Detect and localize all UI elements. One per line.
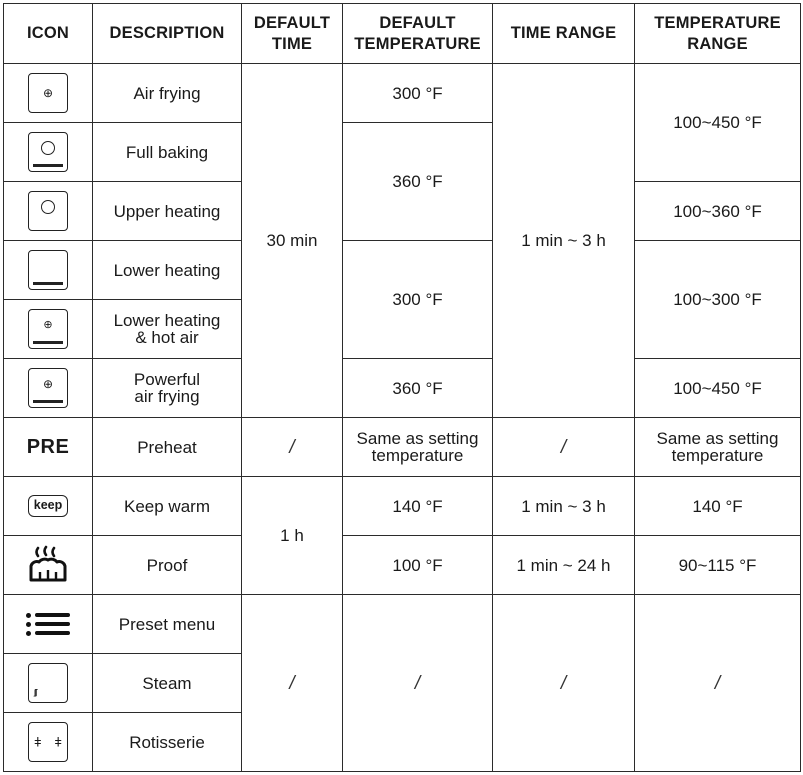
- temperature-range: 140 °F: [635, 477, 801, 536]
- mode-description: Keep warm: [93, 477, 242, 536]
- preheat-icon: PRE: [26, 435, 70, 458]
- upper-heating-icon: [28, 191, 68, 231]
- time-range: 1 min ~ 3 h: [493, 64, 635, 418]
- mode-description: Upper heating: [93, 182, 242, 241]
- header-icon: ICON: [4, 4, 93, 64]
- rotisserie-icon: ǂ ǂ: [28, 722, 68, 762]
- header-time-range: TIME RANGE: [493, 4, 635, 64]
- default-temperature: Same as setting temperature: [343, 418, 493, 477]
- mode-description: Lower heating: [93, 241, 242, 300]
- temperature-range: 100~300 °F: [635, 241, 801, 359]
- header-default-temperature: DEFAULT TEMPERATURE: [343, 4, 493, 64]
- default-time: /: [242, 595, 343, 772]
- powerful-air-frying-icon: ⊕: [28, 368, 68, 408]
- default-temperature: 100 °F: [343, 536, 493, 595]
- cooking-modes-table: [3, 3, 801, 772]
- header-temperature-range: TEMPERATURE RANGE: [635, 4, 801, 64]
- mode-description: Full baking: [93, 123, 242, 182]
- lower-heating-icon: [28, 250, 68, 290]
- default-temperature: 360 °F: [343, 359, 493, 418]
- menu-list-icon: [26, 609, 70, 640]
- default-temperature: 140 °F: [343, 477, 493, 536]
- time-range: 1 min ~ 3 h: [493, 477, 635, 536]
- default-time: 30 min: [242, 64, 343, 418]
- default-temperature: 300 °F: [343, 64, 493, 123]
- proof-icon: [26, 544, 70, 584]
- time-range: /: [493, 595, 635, 772]
- mode-description: Powerful air frying: [93, 359, 242, 418]
- keep-warm-icon: keep: [28, 495, 69, 517]
- temperature-range: 90~115 °F: [635, 536, 801, 595]
- temperature-range: /: [635, 595, 801, 772]
- mode-description: Preset menu: [93, 595, 242, 654]
- mode-description: Air frying: [93, 64, 242, 123]
- default-temperature: /: [343, 595, 493, 772]
- full-baking-icon: [28, 132, 68, 172]
- header-default-time: DEFAULT TIME: [242, 4, 343, 64]
- mode-description: Proof: [93, 536, 242, 595]
- default-temperature: 360 °F: [343, 123, 493, 241]
- mode-description: Rotisserie: [93, 713, 242, 772]
- steam-icon: ʃʃʃ: [28, 663, 68, 703]
- table-row: [4, 477, 801, 536]
- mode-description: Lower heating & hot air: [93, 300, 242, 359]
- table-row: [4, 64, 801, 123]
- table-row: [4, 595, 801, 654]
- lower-heating-hot-air-icon: ⊕: [28, 309, 68, 349]
- default-time: /: [242, 418, 343, 477]
- temperature-range: 100~450 °F: [635, 359, 801, 418]
- header-row: [4, 4, 801, 64]
- header-description: DESCRIPTION: [93, 4, 242, 64]
- table-row: [4, 241, 801, 300]
- table-row: [4, 418, 801, 477]
- default-time: 1 h: [242, 477, 343, 595]
- mode-description: Preheat: [93, 418, 242, 477]
- temperature-range: 100~450 °F: [635, 64, 801, 182]
- time-range: 1 min ~ 24 h: [493, 536, 635, 595]
- time-range: /: [493, 418, 635, 477]
- default-temperature: 300 °F: [343, 241, 493, 359]
- table-row: [4, 536, 801, 595]
- table-row: [4, 359, 801, 418]
- temperature-range: 100~360 °F: [635, 182, 801, 241]
- mode-description: Steam: [93, 654, 242, 713]
- fan-icon: ⊕: [28, 73, 68, 113]
- temperature-range: Same as setting temperature: [635, 418, 801, 477]
